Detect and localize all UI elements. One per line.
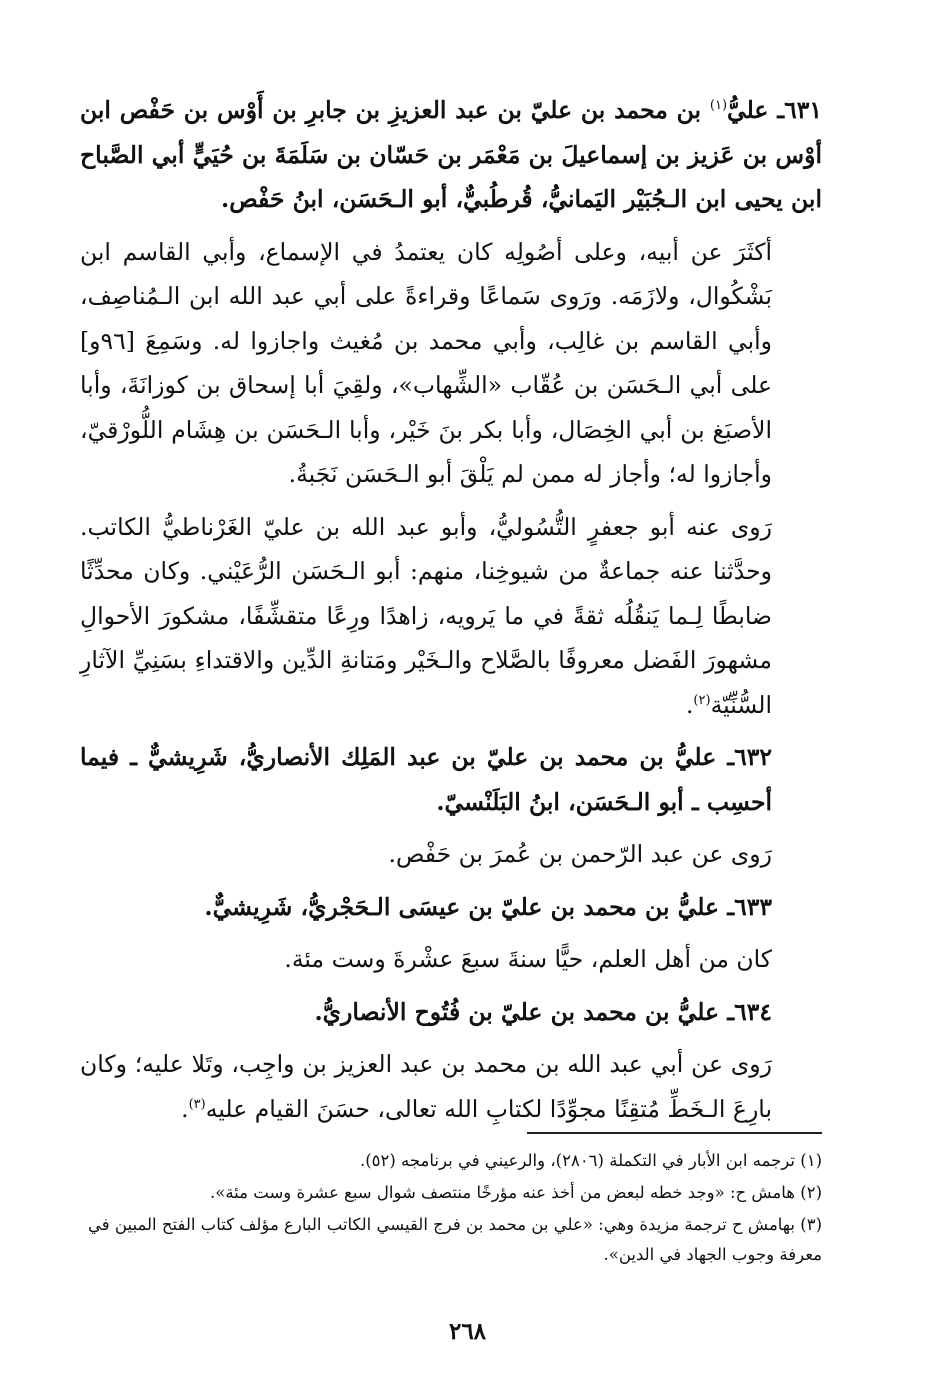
footnote-ref-3: (٣) [188, 1096, 206, 1112]
entry-631-students: رَوى عنه أبو جعفرٍ التُّسُوليُّ، وأبو عبد الله بن عليّ الغَرْناطيُّ الكاتب. وحدَّثنا عنه جماعةٌ من شيوخِنا، منهم: أبو الـحَسَن الرُّعَيْني. وكان محدِّثًا ضابطًا لِـما يَنقُلُه ثقةً في ما يَرويه، زاهدًا ورِعًا متقشِّفًا، مشكورَ الأحوالِ مشهورَ الفَضل معروفًا بالصَّلاح والـخَيْر ومَتانةِ الدِّين والاقتداءِ بسَنِيِّ الآثارِ السُّنِّيّة$^{(٢)}$. [80, 512, 772, 719]
entry-631-heading [80, 88, 822, 222]
entry-634-text: رَوى عن أبي عبد الله بن محمد بن عبد العزيز بن واجِب، وتَلا عليه؛ وكان بارِعَ الـخَطِّ مُتقِنًا مجوِّدًا لكتابِ الله تعالى، حسَنَ القيام عليه$^{(٣)}$. [80, 1050, 772, 1123]
footnote-ref-1: (١) [709, 98, 728, 114]
footnote-3: (٣) بهامش ح ترجمة مزيدة وهي: «علي بن محمد بن فرج القيسي الكاتب البارع مؤلف كتاب الفتح المبين في معرفة وجوب الجهاد في الدين». [88, 1215, 822, 1264]
entry-631-number-name: ٦٣١ـ عليُّ [727, 96, 822, 124]
entry-633-text: كان من أهل العلم، حيًّا سنةَ سبعَ عشْرةَ وست مئة. [284, 945, 772, 973]
page-number: ٢٦٨ [448, 1318, 487, 1345]
entry-632-text: رَوى عن عبد الرّحمن بن عُمرَ بن حَفْص. [388, 840, 772, 868]
entry-634-text-body: رَوى عن أبي عبد الله بن محمد بن عبد العزيز بن واجِب، وتَلا عليه؛ وكان بارِعَ الـخَطِّ مُتقِنًا مجوِّدًا لكتابِ الله تعالى، حسَنَ القيام عليه [80, 1050, 772, 1123]
entry-633-heading: ٦٣٣ـ عليُّ بن محمد بن عليّ بن عيسَى الـحَجْريُّ، شَرِيشيٌّ. [204, 892, 772, 921]
footnotes [80, 1146, 822, 1272]
footnote-separator [527, 1132, 822, 1134]
entry-631-lineage: بن محمد بن عليّ بن عبد العزيزِ بن جابرِ بن أَوْس بن حَفْص ابن أوْس بن عَزيز بن إسماعيلَ بن مَعْمَر بن حَسّان بن سَلَمَةَ بن حُيَيٍّ أبي الصَّباح ابن يحيى ابن الـجُبَيْر اليَمانيُّ، قُرطُبيٌّ، أبو الـحَسَن، ابنُ حَفْص. [80, 96, 822, 213]
entry-631-teachers: أكثَرَ عن أبيه، وعلى أصُولِه كان يعتمدُ في الإسماع، وأبي القاسم ابن بَشْكُوال، ولازَمَه. ورَوى سَماعًا وقراءةً على أبي عبد الله ابن الـمُناصِف، وأبي القاسم بن غالِب، وأبي محمد بن مُغيث واجازوا له. وسَمِعَ [٩٦و] على أبي الـحَسَن بن عُقّاب «الشِّهاب»، ولقِيَ أبا إسحاق بن كوزانَةَ، وأبا الأصبَغ بن أبي الخِصَال، وأبا بكر بنَ خَيْر، وأبا الـحَسَن بن هِشَام اللُّورْقيّ، وأجازوا له؛ وأجاز له ممن لم يَلْقَ أبو الـحَسَن نَجَبةُ. [80, 237, 772, 488]
entry-632-heading: ٦٣٢ـ عليُّ بن محمد بن عليّ بن عبد المَلِك الأنصاريُّ، شَرِيشيٌّ ـ فيما أحسِب ـ أبو الـحَسَن، ابنُ البَلَنْسيّ. [80, 743, 772, 816]
entry-634-heading: ٦٣٤ـ عليُّ بن محمد بن عليّ بن فُتُوح الأنصاريُّ. [314, 997, 772, 1026]
main-text [80, 88, 822, 1131]
footnote-2: (٢) هامش ح: «وجد خطه لبعض من أخذ عنه مؤرخًا منتصف شوال سبع عشرة وست مئة». [210, 1183, 822, 1202]
footnote-ref-2: (٢) [693, 692, 711, 708]
footnote-1: (١) ترجمه ابن الأبار في التكملة (٢٨٠٦)، والرعيني في برنامجه (٥٢). [359, 1151, 822, 1170]
entry-631-students-text: رَوى عنه أبو جعفرٍ التُّسُوليُّ، وأبو عبد الله بن عليّ الغَرْناطيُّ الكاتب. وحدَّثنا عنه جماعةٌ من شيوخِنا، منهم: أبو الـحَسَن الرُّعَيْني. وكان محدِّثًا ضابطًا لِـما يَنقُلُه ثقةً في ما يَرويه، زاهدًا ورِعًا متقشِّفًا، مشكورَ الأحوالِ مشهورَ الفَضل معروفًا بالصَّلاح والـخَيْر ومَتانةِ الدِّين والاقتداءِ بسَنِيِّ الآثارِ السُّنِّيّة [80, 512, 772, 719]
